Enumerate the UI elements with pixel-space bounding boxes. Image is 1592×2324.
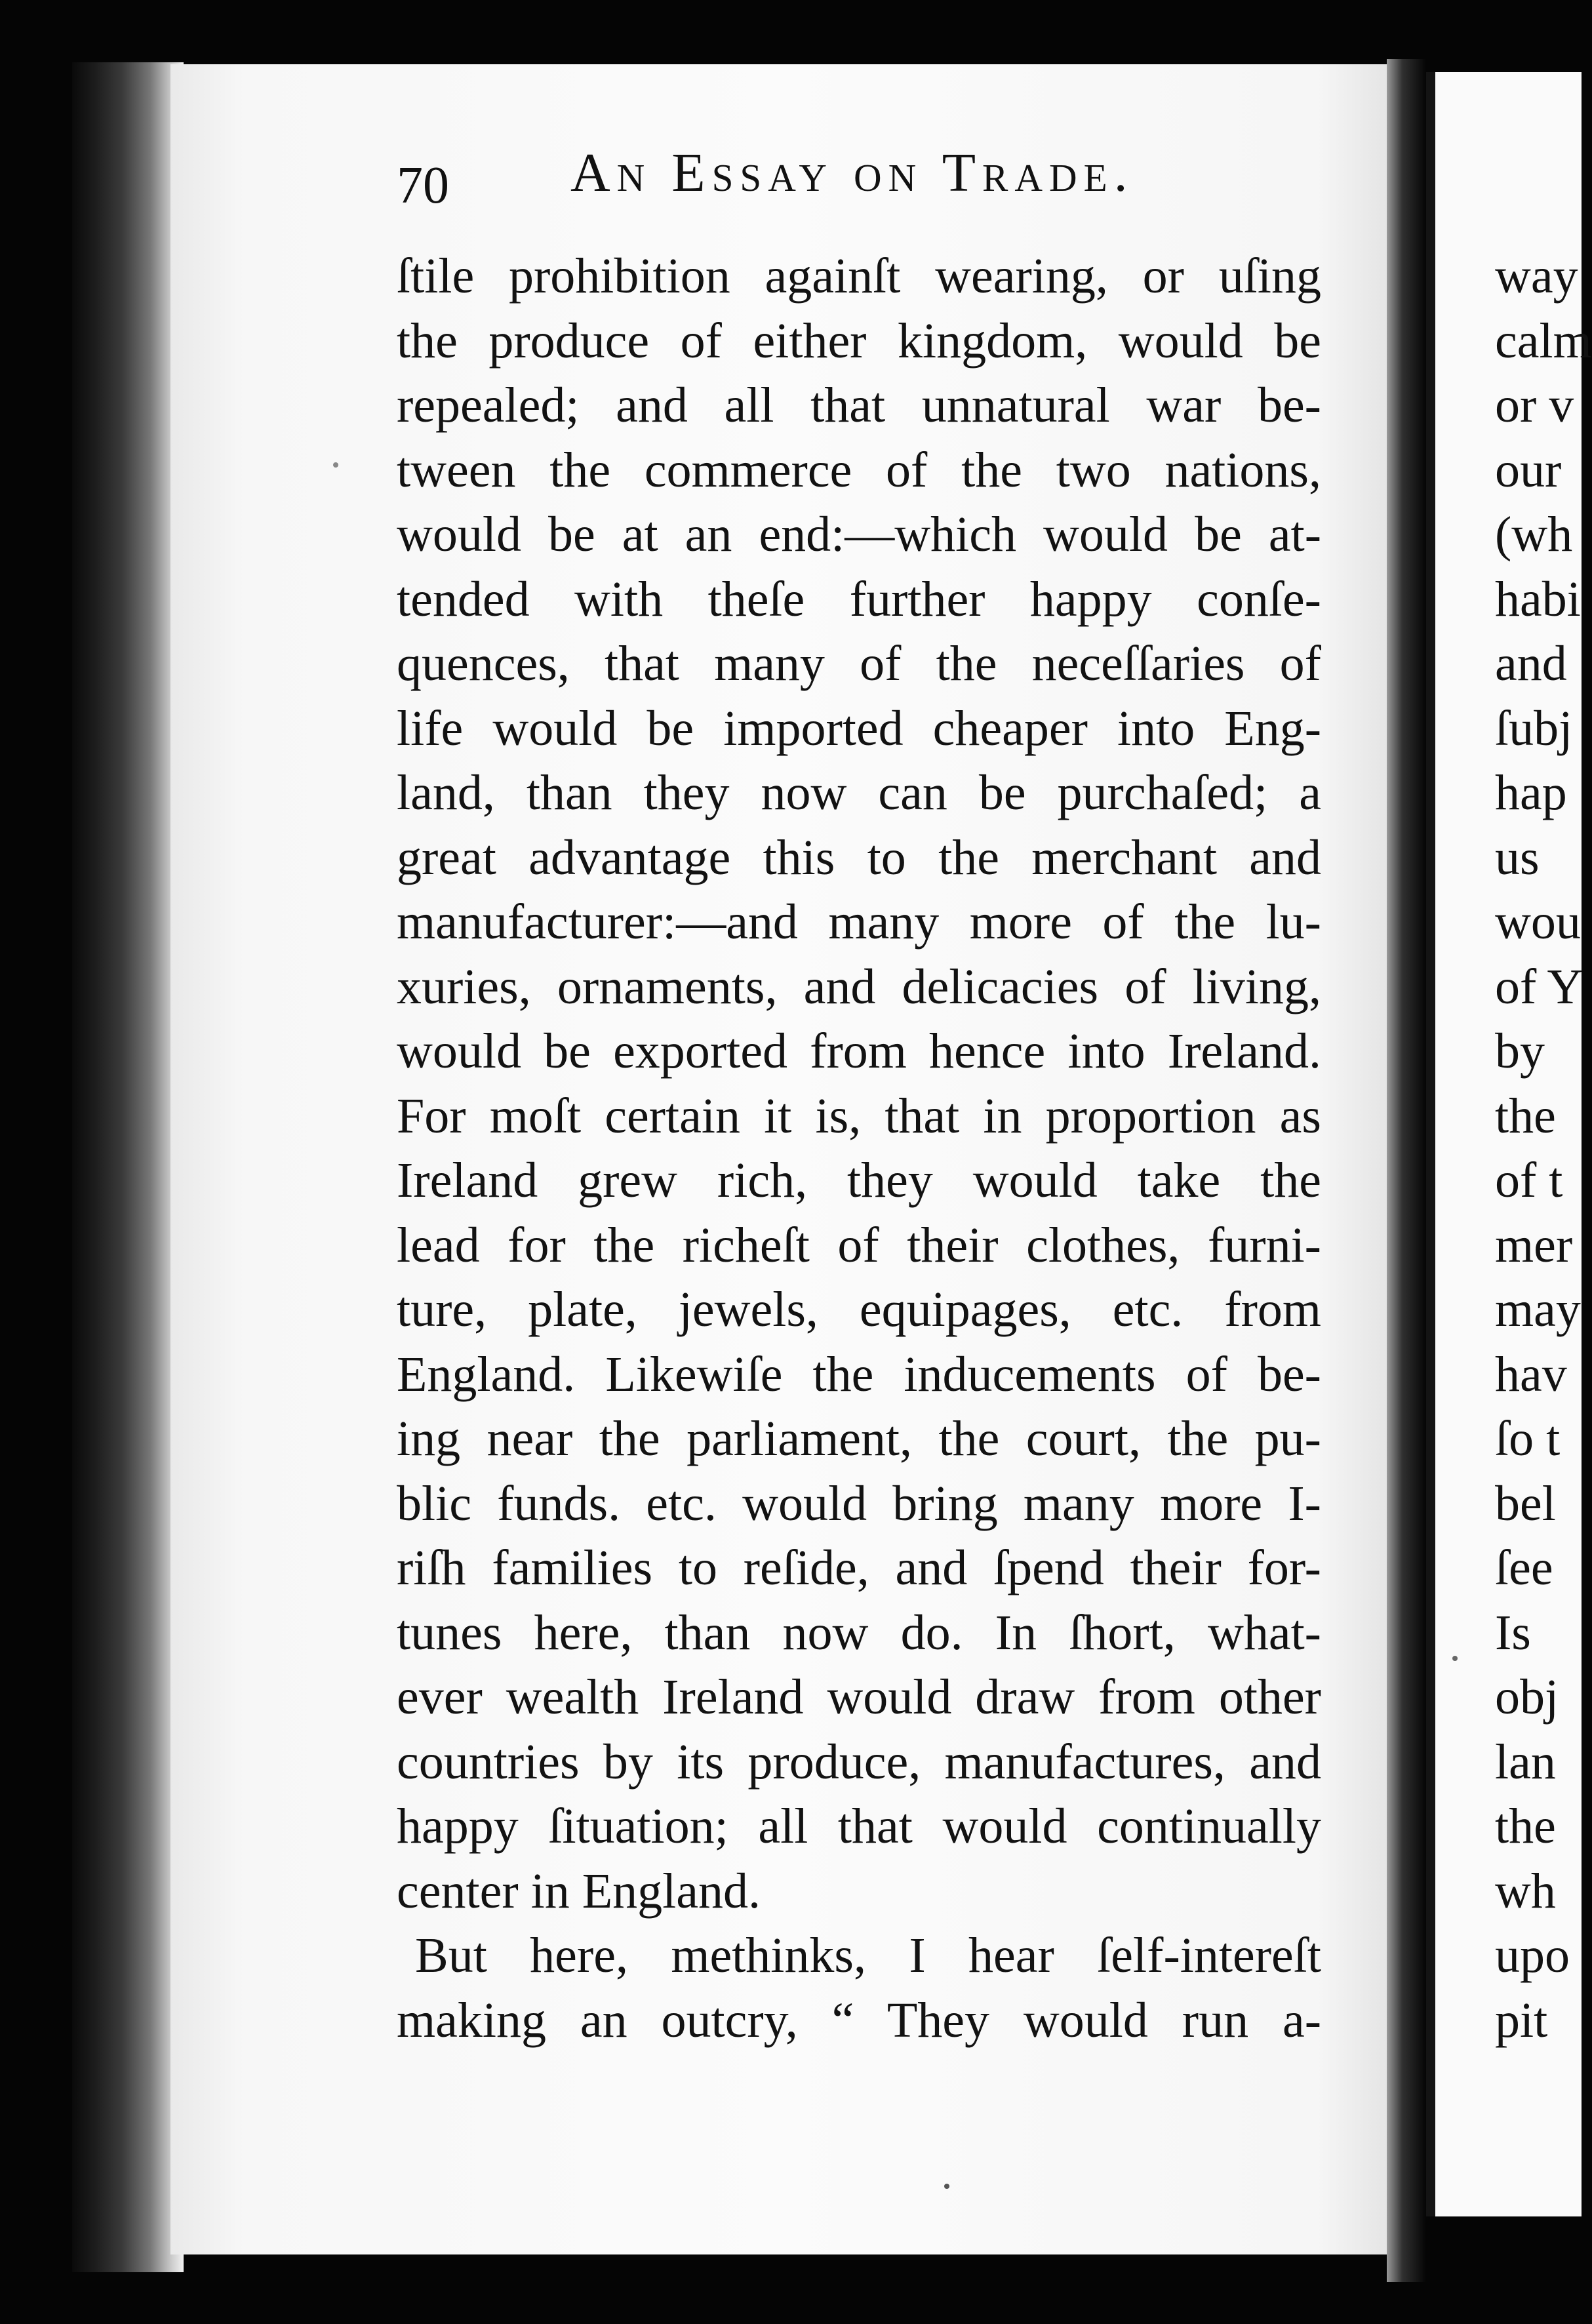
facing-text-line: Is [1495,1605,1531,1660]
text-line: the produce of either kingdom, would be [397,313,1321,369]
text-line: lead for the richeſt of their clothes, furni- [397,1217,1321,1273]
facing-text-line: by [1495,1024,1545,1079]
facing-text-line: habi [1495,571,1581,627]
text-line: ever wealth Ireland would draw from other [397,1670,1321,1725]
text-line: blic funds. etc. would bring many more I- [397,1475,1321,1531]
facing-text-line: the [1495,1799,1556,1854]
facing-text-line: wou [1495,894,1581,950]
body-text [397,244,1321,2053]
text-line: countries by its produce, manufactures, and [397,1734,1321,1790]
text-line: ſtile prohibition againſt wearing, or uſing [397,249,1321,304]
text-line: great advantage this to the merchant and [397,830,1321,885]
text-line: manufacturer:—and many more of the lu- [397,894,1321,950]
text-line: tunes here, than now do. In ſhort, what- [397,1605,1321,1660]
facing-text-line: and [1495,636,1567,691]
text-line: xuries, ornaments, and delicacies of living, [397,959,1321,1014]
facing-text-line: or v [1495,378,1574,433]
book-gutter [1387,59,1426,2282]
text-line: making an outcry, “ They would run a- [397,1992,1321,2048]
facing-text-line: bel [1495,1475,1556,1531]
facing-text-line: lan [1495,1734,1556,1790]
text-line: tended with theſe further happy conſe- [397,571,1321,627]
book-spine-shadow [72,62,184,2272]
facing-text-line: of t [1495,1153,1563,1208]
facing-text-line: us [1495,830,1540,885]
text-line: ing near the parliament, the court, the pu- [397,1411,1321,1466]
facing-text-line: hap [1495,765,1567,820]
text-line: repealed; and all that unnatural war be- [397,378,1321,433]
text-line: But here, methinks, I hear ſelf-intereſt [415,1928,1321,1983]
facing-text-line: obj [1495,1670,1559,1725]
running-head [393,141,1180,213]
facing-text-line: way [1495,249,1578,304]
text-line: quences, that many of the neceſſaries of [397,636,1321,691]
text-line: would be exported from hence into Ireland. [397,1024,1321,1079]
paper-speck [333,462,338,468]
facing-text-line: wh [1495,1863,1556,1919]
text-line: Ireland grew rich, they would take the [397,1153,1321,1208]
facing-text-line: upo [1495,1928,1570,1983]
facing-text-line: calm [1495,313,1592,369]
facing-text-line: the [1495,1088,1556,1144]
text-line: would be at an end:—which would be at- [397,507,1321,562]
text-line: center in England. [397,1863,761,1919]
facing-text-line: may [1495,1282,1581,1337]
facing-text-line: mer [1495,1217,1573,1273]
text-line: tween the commerce of the two nations, [397,442,1321,498]
text-line: England. Likewiſe the inducements of be- [397,1346,1321,1402]
facing-text-line: (wh [1495,507,1573,562]
text-line: ture, plate, jewels, equipages, etc. from [397,1282,1321,1337]
facing-page-text [1495,244,1592,2053]
facing-text-line: our [1495,442,1562,498]
paper-speck [1452,1656,1458,1661]
facing-text-line: hav [1495,1346,1567,1402]
text-line: riſh families to reſide, and ſpend their for- [397,1540,1321,1595]
text-line: life would be imported cheaper into Eng- [397,700,1321,756]
facing-text-line: ſubj [1495,700,1573,756]
facing-text-line: ſee [1495,1540,1553,1595]
text-line: For moſt certain it is, that in proportion as [397,1088,1321,1144]
text-line: happy ſituation; all that would continually [397,1799,1321,1854]
facing-text-line: of Y [1495,959,1583,1014]
paper-speck [944,2184,949,2189]
facing-text-line: pit [1495,1992,1548,2048]
text-line: land, than they now can be purchaſed; a [397,765,1321,820]
facing-text-line: ſo t [1495,1411,1561,1466]
page-number: 70 [397,157,449,214]
running-head-title: An Essay on Trade. [570,142,1134,203]
